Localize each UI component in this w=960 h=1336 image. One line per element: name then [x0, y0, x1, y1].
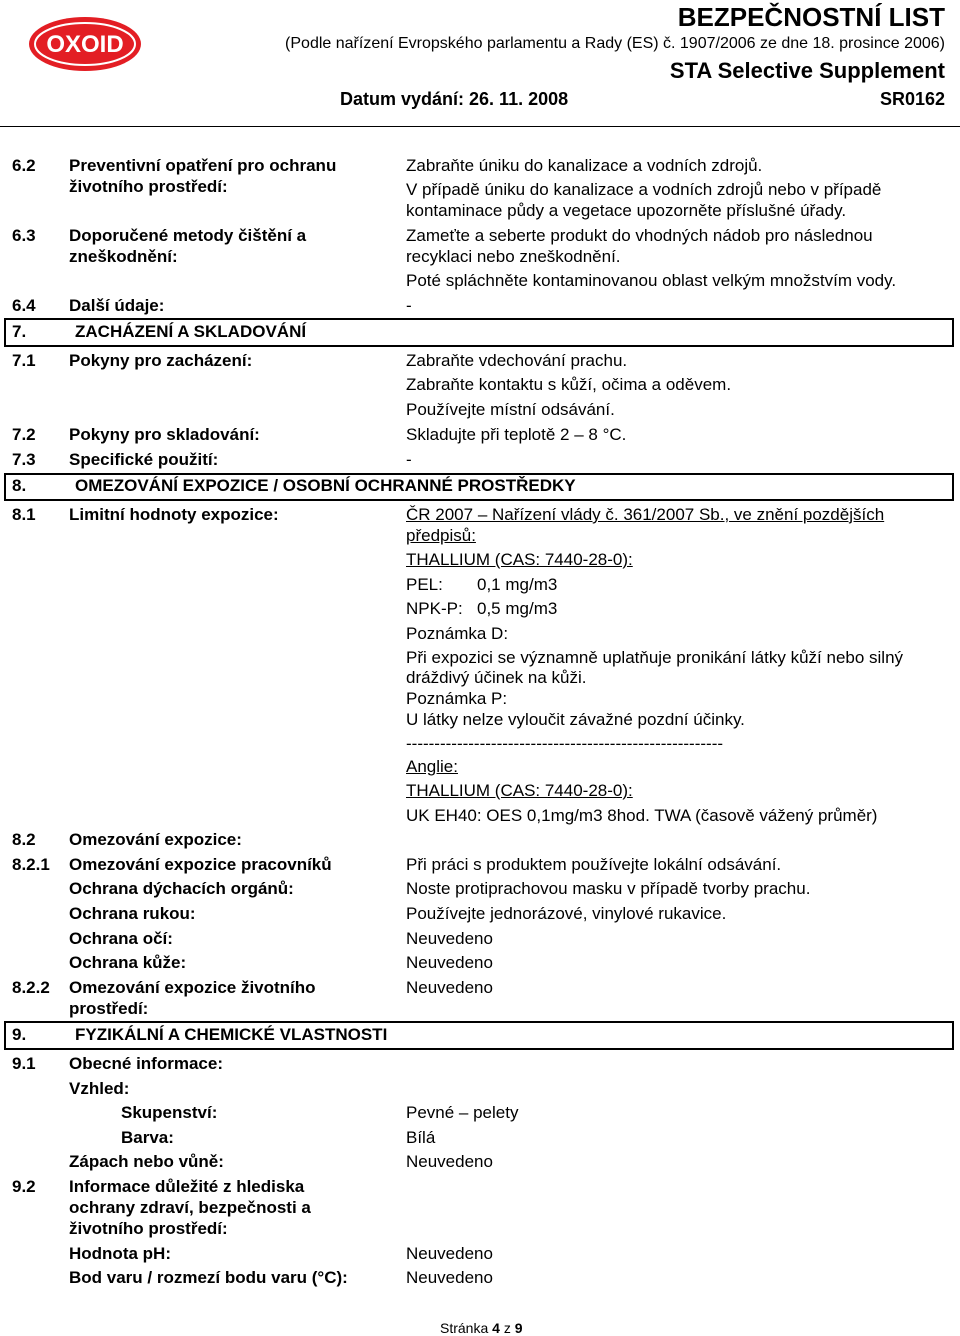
row-6-2-value: Zabraňte úniku do kanalizace a vodních zdrojů. [406, 156, 763, 175]
regulation-note: (Podle nařízení Evropského parlamentu a Rady (ES) č. 1907/2006 ze dne 18. prosince 2006) [285, 35, 945, 52]
state-value: Pevné – pelety [406, 1103, 519, 1122]
appearance-label: Vzhled: [69, 1079, 130, 1098]
row-7-1-num: 7.1 [12, 351, 36, 370]
eye-protection-value: Neuvedeno [406, 929, 493, 948]
skin-protection-label: Ochrana kůže: [69, 953, 187, 972]
row-6-2-num: 6.2 [12, 156, 36, 175]
boiling-point-value: Neuvedeno [406, 1268, 493, 1287]
npk-label: NPK-P: [406, 599, 463, 618]
row-8-2-1-num: 8.2.1 [12, 855, 50, 874]
state-label: Skupenství: [121, 1103, 218, 1122]
row-6-2-label: Preventivní opatření pro ochranu [69, 156, 337, 175]
header-divider [0, 126, 960, 127]
page-total: 9 [514, 1320, 523, 1336]
page-number: 4 [492, 1320, 500, 1336]
row-7-2-num: 7.2 [12, 425, 36, 444]
pel-value: 0,1 mg/m3 [477, 575, 558, 594]
uk-limit-value: UK EH40: OES 0,1mg/m3 8hod. TWA (časově vážený průměr) [406, 806, 878, 825]
row-8-1-num: 8.1 [12, 505, 36, 524]
document-title: BEZPEČNOSTNÍ LIST [677, 2, 945, 32]
row-8-2-label: Omezování expozice: [69, 830, 242, 849]
section-7-heading [4, 318, 954, 347]
pel-label: PEL: [406, 575, 443, 594]
row-6-3-num: 6.3 [12, 226, 36, 245]
row-8-1-label: Limitní hodnoty expozice: [69, 505, 279, 524]
note-d-text-cont: dráždivý účinek na kůži. [406, 668, 587, 687]
color-value: Bílá [406, 1128, 436, 1147]
page-prefix: Stránka [440, 1320, 489, 1336]
row-6-3-label-cont: zneškodnění: [69, 247, 178, 266]
note-d-label: Poznámka D: [406, 624, 509, 643]
row-6-4-num: 6.4 [12, 296, 36, 315]
oxoid-logo [28, 16, 142, 72]
row-8-2-num: 8.2 [12, 830, 36, 849]
hand-protection-value: Používejte jednorázové, vinylové rukavice. [406, 904, 727, 923]
note-p-label: Poznámka P: [406, 689, 508, 708]
separator-dashes: -------------------------------------------------------- [406, 734, 724, 753]
row-9-2-num: 9.2 [12, 1177, 36, 1196]
row-6-3-value: recyklaci nebo zneškodnění. [406, 247, 621, 266]
thallium-heading: THALLIUM (CAS: 7440-28-0): [406, 550, 633, 569]
row-6-3-value: Zameťte a seberte produkt do vhodných nádob pro následnou [406, 226, 873, 245]
section-7-num: 7. [12, 322, 27, 341]
row-7-1-value: Zabraňte vdechování prachu. [406, 351, 628, 370]
row-8-2-2-num: 8.2.2 [12, 978, 50, 997]
row-9-1-num: 9.1 [12, 1054, 36, 1073]
row-6-3-label: Doporučené metody čištění a [69, 226, 307, 245]
row-8-2-2-label-cont: prostředí: [69, 999, 149, 1018]
product-code: SR0162 [879, 89, 945, 109]
page-indicator [440, 1320, 523, 1336]
row-6-2-value: V případě úniku do kanalizace a vodních zdrojů nebo v případě [406, 180, 882, 199]
row-8-2-2-value: Neuvedeno [406, 978, 493, 997]
section-9-num: 9. [12, 1025, 27, 1044]
thallium-heading-uk: THALLIUM (CAS: 7440-28-0): [406, 781, 633, 800]
row-9-2-label-cont: životního prostředí: [69, 1219, 228, 1238]
page-of: z [503, 1320, 511, 1336]
ph-label: Hodnota pH: [69, 1244, 171, 1263]
eye-protection-label: Ochrana očí: [69, 929, 173, 948]
row-6-4-label: Další údaje: [69, 296, 165, 315]
row-7-1-value: Zabraňte kontaktu s kůží, očima a oděvem. [406, 375, 732, 394]
section-8-num: 8. [12, 476, 27, 495]
section-7-title: ZACHÁZENÍ A SKLADOVÁNÍ [75, 322, 307, 341]
note-p-text: U látky nelze vyloučit závažné pozdní účinky. [406, 710, 745, 729]
row-7-2-label: Pokyny pro skladování: [69, 425, 260, 444]
row-7-2-value: Skladujte při teplotě 2 – 8 °C. [406, 425, 627, 444]
section-8-title: OMEZOVÁNÍ EXPOZICE / OSOBNÍ OCHRANNÉ PROSTŘEDKY [75, 476, 576, 495]
row-6-2-value: kontaminace půdy a vegetace upozorněte příslušné úřady. [406, 201, 847, 220]
row-9-2-label: Informace důležité z hlediska [69, 1177, 305, 1196]
uk-label: Anglie: [406, 757, 458, 776]
skin-protection-value: Neuvedeno [406, 953, 493, 972]
row-7-3-num: 7.3 [12, 450, 36, 469]
row-7-1-value: Používejte místní odsávání. [406, 400, 615, 419]
cr-regulation-link: ČR 2007 – Nařízení vlády č. 361/2007 Sb., ve znění pozdějších [406, 505, 885, 524]
odor-label: Zápach nebo vůně: [69, 1152, 224, 1171]
section-9-heading [4, 1021, 954, 1050]
color-label: Barva: [121, 1128, 174, 1147]
svg-text:OXOID: OXOID [46, 31, 124, 58]
section-9-title: FYZIKÁLNÍ A CHEMICKÉ VLASTNOSTI [75, 1025, 388, 1044]
row-6-2-label-cont: životního prostředí: [69, 177, 228, 196]
row-7-3-value: - [406, 450, 412, 469]
row-9-2-label-cont: ochrany zdraví, bezpečnosti a [69, 1198, 311, 1217]
row-7-3-label: Specifické použití: [69, 450, 219, 469]
respiratory-protection-label: Ochrana dýchacích orgánů: [69, 879, 294, 898]
row-9-1-label: Obecné informace: [69, 1054, 223, 1073]
product-name: STA Selective Supplement [669, 58, 945, 83]
boiling-point-label: Bod varu / rozmezí bodu varu (°C): [69, 1268, 348, 1287]
row-7-1-label: Pokyny pro zacházení: [69, 351, 253, 370]
cr-regulation-link-cont: předpisů: [406, 526, 476, 545]
row-8-2-2-label: Omezování expozice životního [69, 978, 316, 997]
hand-protection-label: Ochrana rukou: [69, 904, 196, 923]
row-6-3-value: Poté spláchněte kontaminovanou oblast velkým množstvím vody. [406, 271, 897, 290]
issue-date: Datum vydání: 26. 11. 2008 [340, 89, 569, 109]
respiratory-protection-value: Noste protiprachovou masku v případě tvorby prachu. [406, 879, 811, 898]
row-6-4-value: - [406, 296, 412, 315]
section-8-heading [4, 473, 954, 501]
note-d-text: Při expozici se významně uplatňuje pronikání látky kůží nebo silný [406, 648, 904, 667]
odor-value: Neuvedeno [406, 1152, 493, 1171]
row-8-2-1-value: Při práci s produktem používejte lokální odsávání. [406, 855, 782, 874]
ph-value: Neuvedeno [406, 1244, 493, 1263]
npk-value: 0,5 mg/m3 [477, 599, 558, 618]
row-8-2-1-label: Omezování expozice pracovníků [69, 855, 332, 874]
